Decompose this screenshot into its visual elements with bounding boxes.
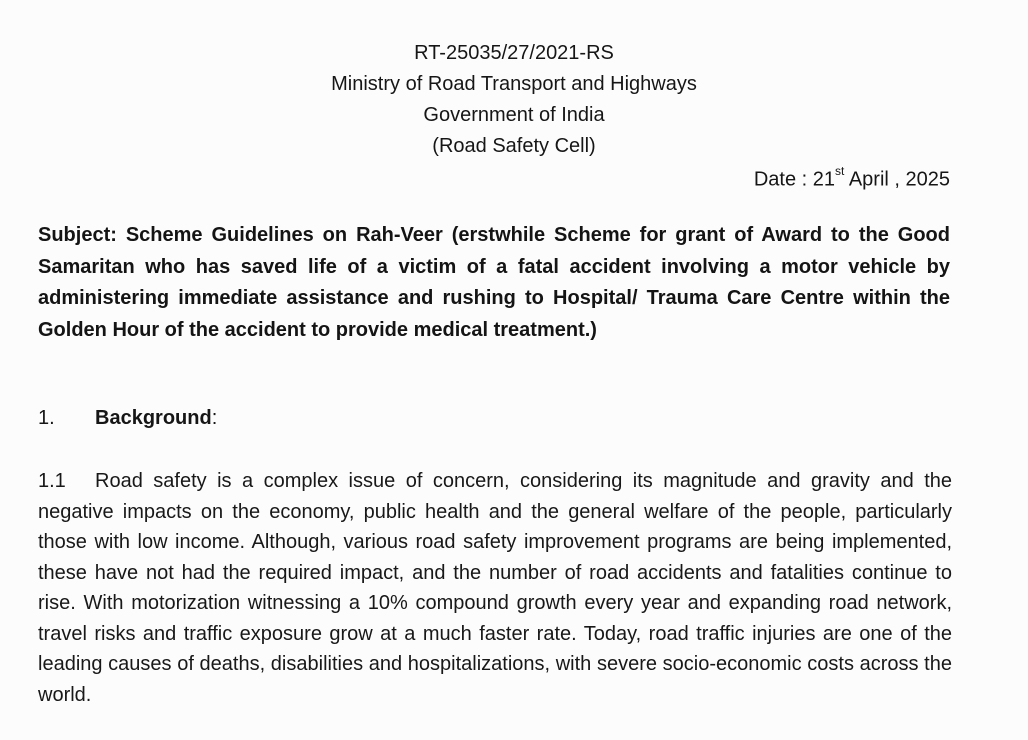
document-date [754,162,950,192]
section-title: Background [95,407,212,429]
paragraph-number: 1.1 [38,470,66,492]
department-cell: (Road Safety Cell) [432,135,596,157]
subject-paragraph: Subject: Scheme Guidelines on Rah-Veer (erstwhile Scheme for grant of Award to the Good Samaritan who has saved life of a victim of a fatal accident involving a motor vehicle by administering immediate assistance and rushing to Hospital/ Trauma Care Centre within the Golden Hour of the accident to provide medical treatment.) [38,224,950,341]
ministry-name: Ministry of Road Transport and Highways [331,73,697,95]
reference-number: RT-25035/27/2021-RS [414,42,614,64]
date-rest: April , 2025 [844,168,950,191]
paragraph-text: Road safety is a complex issue of concern, considering its magnitude and gravity and the negative impacts on the economy, public health and the general welfare of the people, particularly those with low income. Although, various road safety improvement programs are being implemented, these have not had the required impact, and the number of road accidents and fatalities continue to rise. With motorization witnessing a 10% compound growth every year and expanding road network, travel risks and traffic exposure grow at a much faster rate. Today, road traffic injuries are one of the leading causes of deaths, disabilities and hospitalizations, with severe socio-economic costs across the world. [38,470,952,706]
body-paragraph [38,466,952,710]
date-ordinal-suffix: st [835,164,845,178]
section-number: 1. [38,407,55,429]
section-colon: : [211,407,218,429]
government-name: Government of India [423,104,605,126]
date-label: Date : 21 [753,168,836,191]
section-heading [38,406,217,430]
